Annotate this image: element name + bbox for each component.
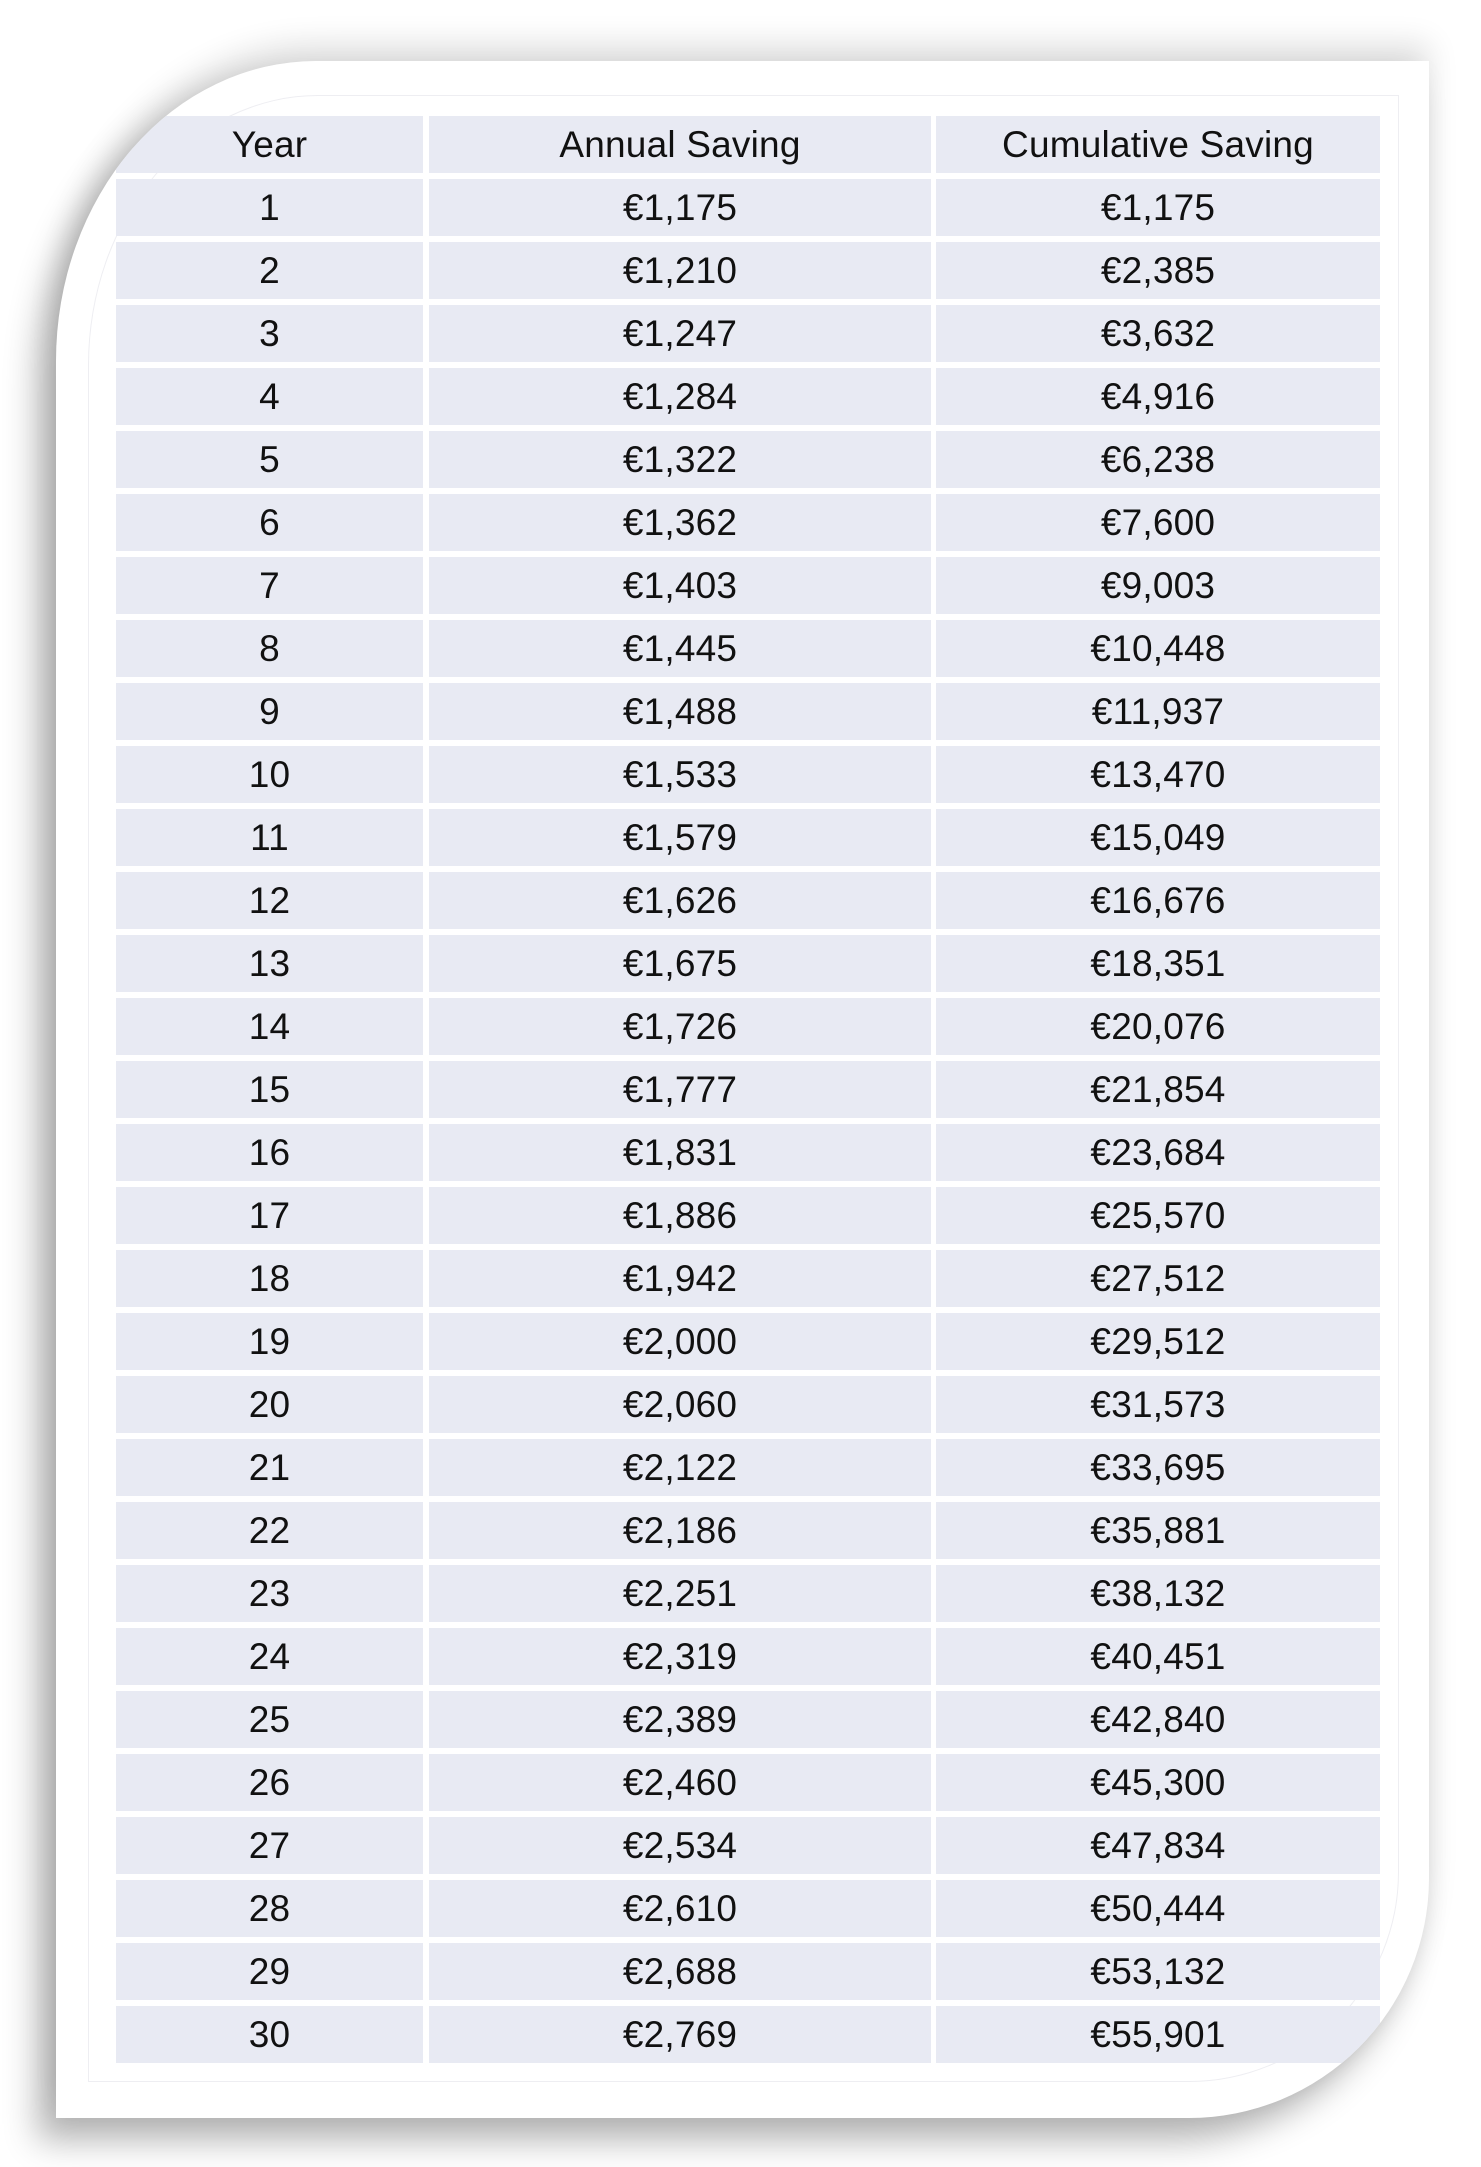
cell-annual-saving: €2,389 — [429, 1691, 931, 1748]
cell-annual-saving: €2,122 — [429, 1439, 931, 1496]
savings-card — [56, 61, 1429, 2118]
cell-annual-saving: €1,886 — [429, 1187, 931, 1244]
table-row — [116, 2006, 1380, 2063]
cell-cumulative-saving: €15,049 — [936, 809, 1380, 866]
cell-cumulative-saving: €16,676 — [936, 872, 1380, 929]
cell-cumulative-saving: €3,632 — [936, 305, 1380, 362]
table-header-row — [116, 116, 1380, 173]
table-row — [116, 1313, 1380, 1370]
cell-cumulative-saving: €9,003 — [936, 557, 1380, 614]
cell-annual-saving: €1,675 — [429, 935, 931, 992]
cell-cumulative-saving: €4,916 — [936, 368, 1380, 425]
cell-cumulative-saving: €55,901 — [936, 2006, 1380, 2063]
cell-cumulative-saving: €23,684 — [936, 1124, 1380, 1181]
cell-year: 20 — [116, 1376, 423, 1433]
header-annual-saving: Annual Saving — [429, 116, 931, 173]
cell-cumulative-saving: €40,451 — [936, 1628, 1380, 1685]
cell-annual-saving: €2,769 — [429, 2006, 931, 2063]
cell-year: 23 — [116, 1565, 423, 1622]
cell-year: 30 — [116, 2006, 423, 2063]
cell-cumulative-saving: €13,470 — [936, 746, 1380, 803]
table-row — [116, 1754, 1380, 1811]
cell-cumulative-saving: €25,570 — [936, 1187, 1380, 1244]
cell-annual-saving: €2,688 — [429, 1943, 931, 2000]
cell-year: 25 — [116, 1691, 423, 1748]
cell-cumulative-saving: €11,937 — [936, 683, 1380, 740]
table-row — [116, 1943, 1380, 2000]
table-row — [116, 809, 1380, 866]
cell-year: 21 — [116, 1439, 423, 1496]
cell-year: 17 — [116, 1187, 423, 1244]
table-row — [116, 620, 1380, 677]
cell-year: 24 — [116, 1628, 423, 1685]
table-row — [116, 1376, 1380, 1433]
cell-year: 10 — [116, 746, 423, 803]
table-row — [116, 179, 1380, 236]
cell-annual-saving: €1,488 — [429, 683, 931, 740]
cell-annual-saving: €1,210 — [429, 242, 931, 299]
cell-cumulative-saving: €6,238 — [936, 431, 1380, 488]
header-year: Year — [116, 116, 423, 173]
cell-cumulative-saving: €20,076 — [936, 998, 1380, 1055]
cell-year: 1 — [116, 179, 423, 236]
cell-cumulative-saving: €45,300 — [936, 1754, 1380, 1811]
header-cumulative-saving: Cumulative Saving — [936, 116, 1380, 173]
cell-cumulative-saving: €42,840 — [936, 1691, 1380, 1748]
cell-annual-saving: €2,251 — [429, 1565, 931, 1622]
cell-cumulative-saving: €27,512 — [936, 1250, 1380, 1307]
cell-annual-saving: €1,175 — [429, 179, 931, 236]
cell-year: 11 — [116, 809, 423, 866]
table-row — [116, 1250, 1380, 1307]
table-row — [116, 242, 1380, 299]
cell-annual-saving: €1,403 — [429, 557, 931, 614]
table-row — [116, 368, 1380, 425]
cell-year: 6 — [116, 494, 423, 551]
cell-annual-saving: €1,362 — [429, 494, 931, 551]
cell-annual-saving: €1,942 — [429, 1250, 931, 1307]
cell-annual-saving: €2,610 — [429, 1880, 931, 1937]
cell-cumulative-saving: €7,600 — [936, 494, 1380, 551]
table-row — [116, 1502, 1380, 1559]
cell-year: 27 — [116, 1817, 423, 1874]
cell-year: 9 — [116, 683, 423, 740]
cell-cumulative-saving: €21,854 — [936, 1061, 1380, 1118]
cell-annual-saving: €1,284 — [429, 368, 931, 425]
cell-year: 18 — [116, 1250, 423, 1307]
table-row — [116, 1880, 1380, 1937]
cell-year: 16 — [116, 1124, 423, 1181]
cell-annual-saving: €2,000 — [429, 1313, 931, 1370]
cell-cumulative-saving: €35,881 — [936, 1502, 1380, 1559]
cell-annual-saving: €1,247 — [429, 305, 931, 362]
cell-annual-saving: €1,831 — [429, 1124, 931, 1181]
savings-table — [116, 116, 1380, 2063]
table-row — [116, 557, 1380, 614]
cell-cumulative-saving: €53,132 — [936, 1943, 1380, 2000]
table-row — [116, 494, 1380, 551]
cell-year: 28 — [116, 1880, 423, 1937]
table-row — [116, 683, 1380, 740]
cell-annual-saving: €1,579 — [429, 809, 931, 866]
cell-cumulative-saving: €10,448 — [936, 620, 1380, 677]
cell-year: 5 — [116, 431, 423, 488]
cell-cumulative-saving: €29,512 — [936, 1313, 1380, 1370]
table-row — [116, 1565, 1380, 1622]
cell-annual-saving: €1,726 — [429, 998, 931, 1055]
cell-year: 7 — [116, 557, 423, 614]
table-row — [116, 1061, 1380, 1118]
cell-year: 19 — [116, 1313, 423, 1370]
cell-year: 4 — [116, 368, 423, 425]
table-row — [116, 1439, 1380, 1496]
cell-annual-saving: €1,626 — [429, 872, 931, 929]
cell-annual-saving: €1,322 — [429, 431, 931, 488]
cell-year: 22 — [116, 1502, 423, 1559]
cell-cumulative-saving: €50,444 — [936, 1880, 1380, 1937]
table-row — [116, 1817, 1380, 1874]
cell-year: 14 — [116, 998, 423, 1055]
cell-year: 26 — [116, 1754, 423, 1811]
cell-year: 13 — [116, 935, 423, 992]
table-row — [116, 998, 1380, 1055]
cell-annual-saving: €2,534 — [429, 1817, 931, 1874]
cell-annual-saving: €1,533 — [429, 746, 931, 803]
cell-annual-saving: €2,319 — [429, 1628, 931, 1685]
cell-annual-saving: €1,777 — [429, 1061, 931, 1118]
cell-cumulative-saving: €1,175 — [936, 179, 1380, 236]
cell-year: 2 — [116, 242, 423, 299]
cell-annual-saving: €2,460 — [429, 1754, 931, 1811]
cell-cumulative-saving: €31,573 — [936, 1376, 1380, 1433]
table-row — [116, 1691, 1380, 1748]
cell-year: 12 — [116, 872, 423, 929]
cell-cumulative-saving: €38,132 — [936, 1565, 1380, 1622]
table-row — [116, 746, 1380, 803]
cell-cumulative-saving: €47,834 — [936, 1817, 1380, 1874]
table-row — [116, 1187, 1380, 1244]
table-row — [116, 935, 1380, 992]
table-row — [116, 431, 1380, 488]
cell-year: 8 — [116, 620, 423, 677]
table-row — [116, 872, 1380, 929]
cell-cumulative-saving: €18,351 — [936, 935, 1380, 992]
cell-annual-saving: €2,060 — [429, 1376, 931, 1433]
cell-year: 15 — [116, 1061, 423, 1118]
table-row — [116, 1124, 1380, 1181]
table-row — [116, 305, 1380, 362]
cell-cumulative-saving: €2,385 — [936, 242, 1380, 299]
cell-year: 3 — [116, 305, 423, 362]
cell-annual-saving: €1,445 — [429, 620, 931, 677]
cell-year: 29 — [116, 1943, 423, 2000]
table-row — [116, 1628, 1380, 1685]
cell-cumulative-saving: €33,695 — [936, 1439, 1380, 1496]
cell-annual-saving: €2,186 — [429, 1502, 931, 1559]
